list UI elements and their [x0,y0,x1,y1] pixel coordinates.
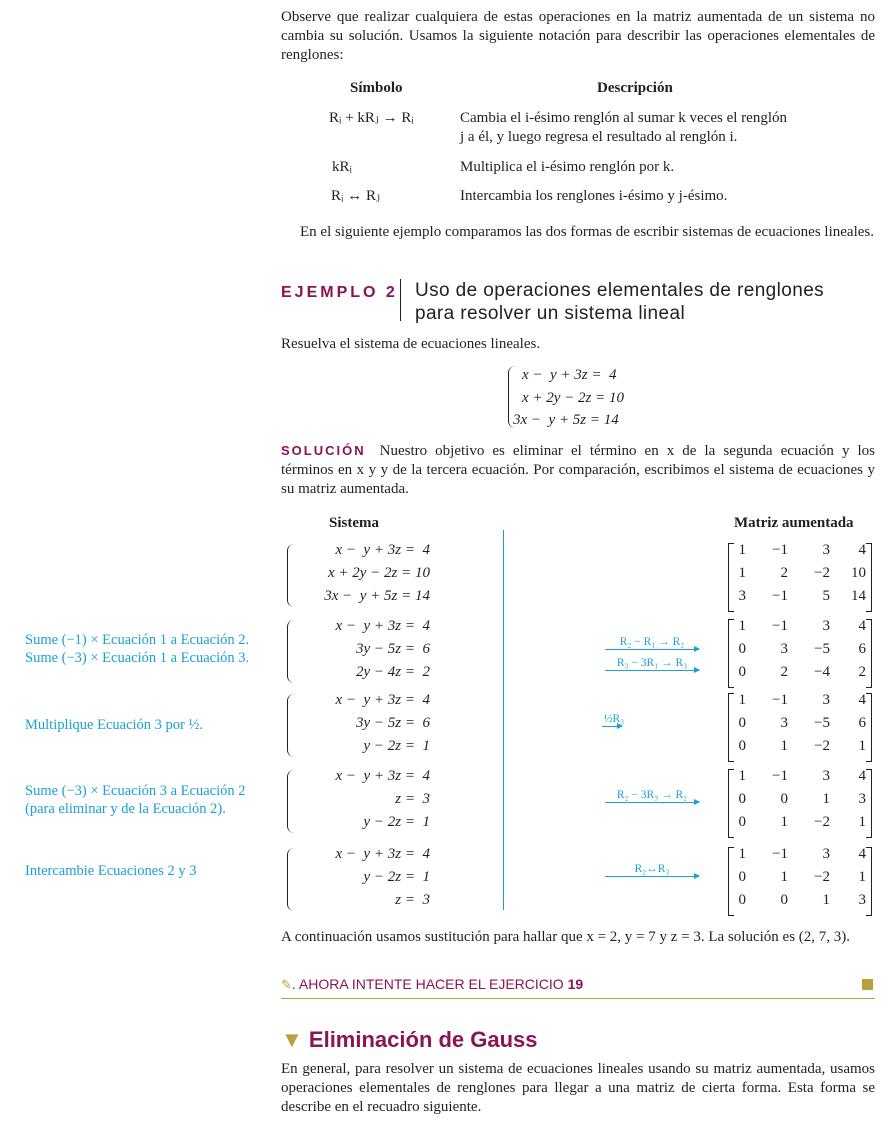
step-1-equation-2: x + 2y − 2z = 10 [327,565,430,581]
matrix-5-cell-2-2: 1 [780,869,788,885]
matrix-right-bracket-5 [866,847,872,916]
matrix-2-cell-1-2: −1 [772,618,788,634]
step-3-equation-2: 3y − 5z = 6 [356,715,430,731]
section-rule [281,998,875,999]
step-1-equation-3: 3x − y + 5z = 14 [324,588,430,604]
op-symbol-3: Rᵢ ↔ Rⱼ [331,188,380,204]
conclusion-paragraph: A continuación usamos sustitución para hallar que x = 2, y = 7 y z = 3. La solución es (2, 7, 3). [281,929,851,945]
example-title-line2: para resolver un sistema lineal [415,303,686,324]
matrix-1-cell-2-3: −2 [814,565,830,581]
column-separator [503,530,504,910]
table-header-symbol: Símbolo [350,80,403,96]
step-5-equation-1: x − y + 3z = 4 [335,846,430,862]
matrix-1-cell-2-2: 2 [780,565,788,581]
matrix-2-cell-3-2: 2 [780,664,788,680]
solution-paragraph [281,441,875,499]
matrix-2-cell-3-4: 2 [858,664,866,680]
step-4-equation-3: y − 2z = 1 [363,814,430,830]
step-2-operation-1: R₂ − R₁ → R₂ [619,636,685,648]
matrix-5-cell-2-1: 0 [738,869,746,885]
matrix-2-cell-1-1: 1 [738,618,746,634]
step-2-equation-3: 2y − 4z = 2 [356,664,430,680]
matrix-1-cell-1-2: −1 [772,542,788,558]
matrix-4-cell-3-1: 0 [738,814,746,830]
matrix-2-cell-2-2: 3 [780,641,788,657]
step-1-equation-1: x − y + 3z = 4 [335,542,430,558]
solution-text: Nuestro objetivo es eliminar el término en x de la segunda ecuación y los términos en x y y de la tercera ecuación. Por comparación, escribimos el sistema de ecuaciones y su matriz aumentada. [281,443,875,497]
step-4-equation-1: x − y + 3z = 4 [335,768,430,784]
section-title: Eliminación de Gauss [308,1027,538,1052]
step-3-operation-1: ½R₃ [603,713,625,725]
matrix-3-cell-2-4: 6 [858,715,866,731]
matrix-4-cell-2-4: 3 [858,791,866,807]
example-divider [400,279,401,321]
matrix-3-cell-2-3: −5 [814,715,830,731]
step-3-arrow-1 [602,726,622,727]
matrix-1-cell-1-3: 3 [822,542,830,558]
step-5-equation-3: z = 3 [395,892,430,908]
matrix-1-cell-2-1: 1 [738,565,746,581]
step-2-equation-2: 3y − 5z = 6 [356,641,430,657]
matrix-2-cell-1-3: 3 [822,618,830,634]
matrix-4-cell-3-4: 1 [858,814,866,830]
matrix-1-cell-3-1: 3 [738,588,746,604]
step-4-operation-1: R₂ − 3R₃ → R₂ [616,789,688,801]
matrix-right-bracket-3 [866,693,872,762]
step-2-arrow-2 [605,670,699,671]
matrix-2-cell-2-1: 0 [738,641,746,657]
solution-label: SOLUCIÓN [281,443,366,458]
matrix-2-cell-2-4: 6 [858,641,866,657]
matrix-3-cell-1-4: 4 [858,692,866,708]
matrix-3-cell-1-3: 3 [822,692,830,708]
matrix-4-cell-3-2: 1 [780,814,788,830]
matrix-5-cell-3-3: 1 [822,892,830,908]
step-3-equation-3: y − 2z = 1 [363,738,430,754]
matrix-4-cell-2-3: 1 [822,791,830,807]
matrix-2-cell-3-3: −4 [814,664,830,680]
step-5-operation-1: R₂↔R₃ [634,863,670,875]
matrix-3-cell-2-1: 0 [738,715,746,731]
example-label: EJEMPLO 2 [281,284,398,301]
matrix-4-cell-1-2: −1 [772,768,788,784]
end-square-icon [862,979,873,990]
matrix-5-cell-1-3: 3 [822,846,830,862]
op-description-1-line1: Cambia el i-ésimo renglón al sumar k veces el renglón [460,110,787,126]
system-eq-2: x + 2y − 2z = 10 [522,390,625,406]
step-note-4: Sume (−3) × Ecuación 3 a Ecuación 2 (para eliminar y de la Ecuación 2). [25,783,246,817]
matrix-2-cell-3-1: 0 [738,664,746,680]
matrix-3-cell-3-4: 1 [858,738,866,754]
matrix-1-cell-1-1: 1 [738,542,746,558]
step-note-3: Multiplique Ecuación 3 por ½. [25,717,203,733]
table-header-description: Descripción [597,80,673,96]
system-eq-3: 3x − y + 5z = 14 [513,412,619,428]
step-note-5: Intercambie Ecuaciones 2 y 3 [25,863,197,879]
matrix-1-cell-3-2: −1 [772,588,788,604]
section-paragraph: En general, para resolver un sistema de ecuaciones lineales usando su matriz aumentada, usamos operaciones elementales de renglones para llegar a una matriz de cierta forma. Esta forma se describe en el recuadro siguiente. [281,1061,875,1115]
matrix-4-cell-1-1: 1 [738,768,746,784]
matrix-5-cell-1-4: 4 [858,846,866,862]
matrix-3-cell-3-2: 1 [780,738,788,754]
matrix-4-cell-3-3: −2 [814,814,830,830]
matrix-1-cell-2-4: 10 [851,565,866,581]
example-title-line1: Uso de operaciones elementales de renglones [415,280,825,301]
matrix-5-cell-1-1: 1 [738,846,746,862]
step-3-equation-1: x − y + 3z = 4 [335,692,430,708]
matrix-5-cell-3-1: 0 [738,892,746,908]
matrix-4-cell-2-2: 0 [780,791,788,807]
step-2-equation-1: x − y + 3z = 4 [335,618,430,634]
matrix-3-cell-2-2: 3 [780,715,788,731]
matrix-3-cell-3-3: −2 [814,738,830,754]
matrix-4-cell-1-3: 3 [822,768,830,784]
matrix-5-cell-3-4: 3 [858,892,866,908]
op-description-3: Intercambia los renglones i-ésimo y j-ésimo. [460,188,728,204]
matrix-3-cell-3-1: 0 [738,738,746,754]
matrix-2-cell-1-4: 4 [858,618,866,634]
example-prompt: Resuelva el sistema de ecuaciones lineales. [281,336,541,352]
step-4-arrow-1 [605,802,699,803]
step-2-arrow-1 [605,649,699,650]
matrix-4-cell-1-4: 4 [858,768,866,784]
try-now-number: 19 [567,976,584,992]
column-matriz: Matriz aumentada [734,515,854,531]
matrix-4-cell-2-1: 0 [738,791,746,807]
column-sistema: Sistema [329,515,379,531]
matrix-3-cell-1-1: 1 [738,692,746,708]
try-now[interactable]: ✎. AHORA INTENTE HACER EL EJERCICIO 19 [281,976,584,992]
step-4-equation-2: z = 3 [395,791,430,807]
intro-paragraph: Observe que realizar cualquiera de estas operaciones en la matriz aumentada de un sistema no cambia su solución. Usamos la siguiente notación para describir las operaciones elementales de renglones: [281,9,875,63]
matrix-right-bracket-4 [866,769,872,838]
matrix-3-cell-1-2: −1 [772,692,788,708]
op-description-1-line2: j a él, y luego regresa el resultado al renglón i. [460,129,738,145]
matrix-1-cell-1-4: 4 [858,542,866,558]
step-5-arrow-1 [605,876,699,877]
step-5-equation-2: y − 2z = 1 [363,869,430,885]
triangle-down-icon: ▼ [281,1027,303,1052]
system-eq-1: x − y + 3z = 4 [522,367,617,383]
matrix-5-cell-2-4: 1 [858,869,866,885]
matrix-1-cell-3-4: 14 [851,588,866,604]
compare-paragraph: En el siguiente ejemplo comparamos las dos formas de escribir sistemas de ecuaciones lineales. [300,224,874,240]
matrix-5-cell-2-3: −2 [814,869,830,885]
op-description-2: Multiplica el i-ésimo renglón por k. [460,159,675,175]
pencil-icon: ✎ [281,977,292,992]
section-heading [281,1026,538,1054]
op-symbol-1: Rᵢ + kRⱼ → Rᵢ [329,110,414,126]
step-2-operation-2: R₃ − 3R₁ → R₃ [616,657,688,669]
matrix-2-cell-2-3: −5 [814,641,830,657]
matrix-5-cell-3-2: 0 [780,892,788,908]
matrix-right-bracket-2 [866,619,872,688]
matrix-right-bracket-1 [866,543,872,612]
try-now-text: AHORA INTENTE HACER EL EJERCICIO [298,976,564,992]
step-note-2: Sume (−1) × Ecuación 1 a Ecuación 2. Sume (−3) × Ecuación 1 a Ecuación 3. [25,632,250,666]
matrix-5-cell-1-2: −1 [772,846,788,862]
op-symbol-2: kRᵢ [332,159,352,175]
matrix-1-cell-3-3: 5 [822,588,830,604]
